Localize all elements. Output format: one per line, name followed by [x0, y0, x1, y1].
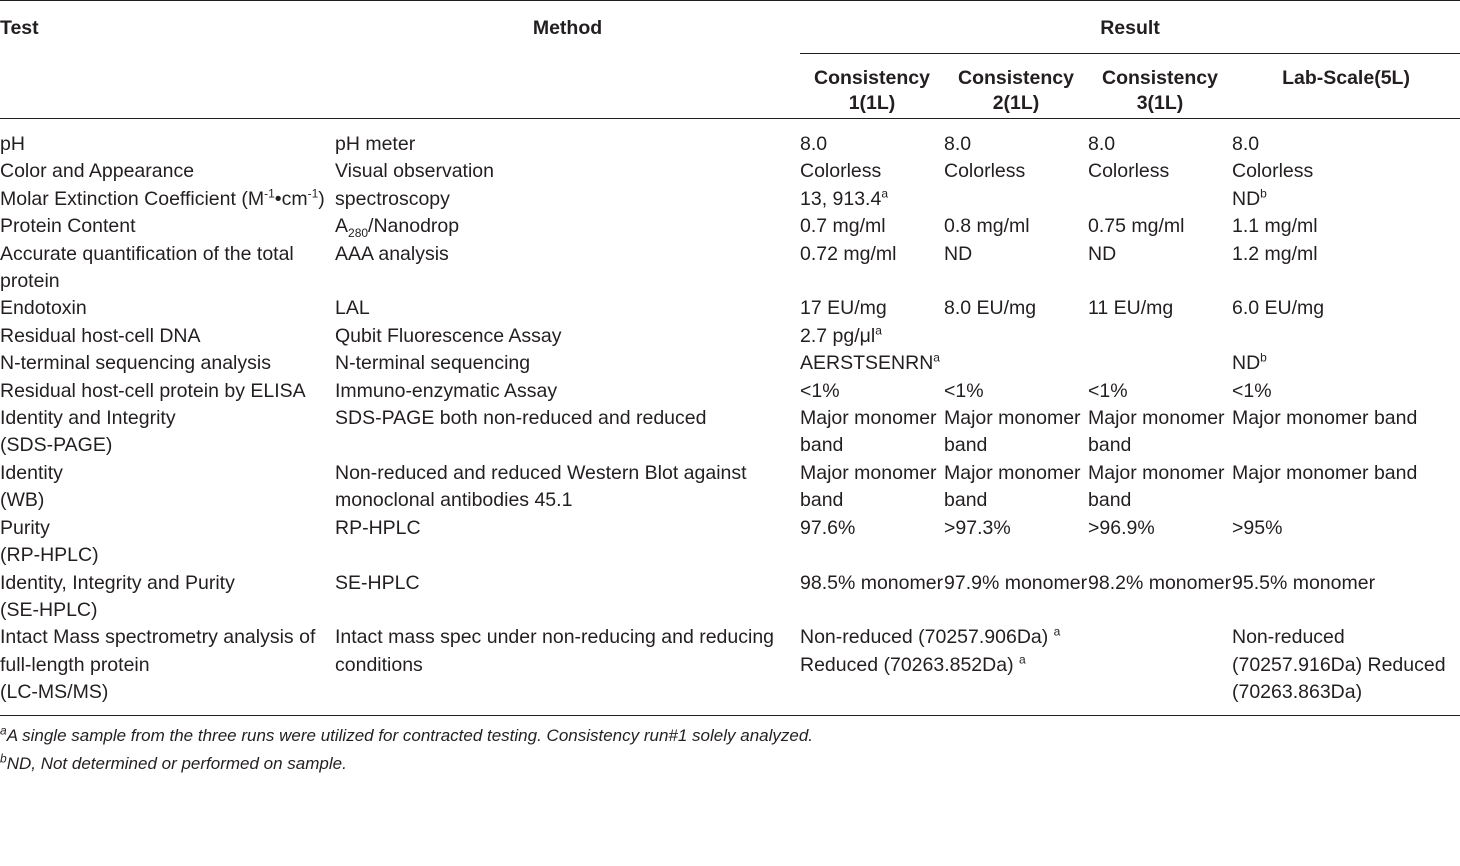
- cell-method: [335, 213, 800, 240]
- superscript: b: [1260, 350, 1267, 365]
- cell-text: AERSTSENRN: [800, 352, 934, 375]
- cell-test: Protein Content: [0, 215, 136, 238]
- cell-method: Qubit Fluorescence Assay: [335, 324, 562, 347]
- cell-value: 8.0: [800, 133, 828, 155]
- cell-value: Major monomer band: [944, 461, 1081, 512]
- cell-text: (SE-HPLC): [0, 598, 98, 621]
- cell-method: Non-reduced and reduced Western Blot against monoclonal antibodies 45.1: [335, 461, 747, 512]
- cell-method: Visual observation: [335, 160, 494, 183]
- footnote-text: ND, Not determined or performed on sample.: [6, 753, 347, 773]
- cell-method: LAL: [335, 297, 370, 320]
- cell-test: Color and Appearance: [0, 160, 195, 183]
- footnote-mark: a: [0, 722, 7, 737]
- cell-value: Major monomer band: [800, 461, 937, 512]
- cell-text: Identity and Integrity: [0, 407, 176, 430]
- superscript: a: [933, 350, 940, 365]
- cell-value: 98.2% monomer: [1088, 571, 1232, 594]
- cell-value: 11 EU/mg: [1088, 297, 1174, 320]
- cell-value: <1%: [1088, 379, 1128, 402]
- header-test-spacer: [0, 54, 335, 119]
- cell-value: 6.0 EU/mg: [1232, 297, 1325, 320]
- cell-method: RP-HPLC: [335, 516, 421, 539]
- cell-test: [0, 570, 335, 625]
- table-row: [0, 460, 1460, 515]
- cell-value: >97.3%: [944, 516, 1011, 539]
- header-method: Method: [532, 16, 603, 39]
- cell-value: [1232, 323, 1460, 350]
- header-consistency-1: Consistency 1(1L): [800, 54, 944, 119]
- cell-test: Accurate quantification of the total protein: [0, 242, 294, 293]
- cell-test: [0, 460, 335, 515]
- table-row: [0, 405, 1460, 460]
- cell-value: [800, 323, 944, 350]
- cell-test: [0, 624, 335, 715]
- cell-test: Residual host-cell protein by ELISA: [0, 379, 306, 402]
- cell-method: Intact mass spec under non-reducing and reducing conditions: [335, 624, 800, 715]
- table-row: [0, 350, 1460, 377]
- cell-test: Residual host-cell DNA: [0, 324, 201, 347]
- superscript: a: [881, 186, 889, 201]
- superscript: -1: [307, 186, 319, 201]
- cell-value: Non-reduced (70257.916Da) Reduced (70263.863Da): [1232, 624, 1460, 715]
- cell-text: Identity: [0, 461, 63, 484]
- table-row: [0, 570, 1460, 625]
- cell-value: 98.5% monomer: [800, 571, 944, 594]
- cell-test: pH: [0, 133, 25, 155]
- header-method-spacer: [335, 54, 800, 119]
- cell-method: Immuno-enzymatic Assay: [335, 379, 558, 402]
- cell-value: >96.9%: [1088, 516, 1155, 539]
- table-row: [0, 158, 1460, 185]
- cell-value: 8.0: [944, 133, 972, 155]
- cell-value: Major monomer band: [1232, 407, 1418, 430]
- cell-text: •cm: [274, 187, 308, 210]
- superscript: b: [1260, 186, 1267, 201]
- header-result: Result: [800, 1, 1460, 54]
- cell-text: ): [318, 187, 325, 210]
- table-row: [0, 624, 1460, 715]
- cell-text: Identity, Integrity and Purity: [0, 571, 235, 594]
- cell-value: 1.1 mg/ml: [1232, 215, 1318, 238]
- cell-value: Colorless: [1088, 160, 1170, 183]
- superscript: a: [1019, 652, 1026, 667]
- footnotes: [0, 716, 1460, 778]
- header-lab-scale: Lab-Scale(5L): [1232, 54, 1460, 119]
- subscript: 280: [348, 226, 369, 241]
- cell-value: [1232, 350, 1460, 377]
- footnote-b: [0, 750, 1460, 778]
- cell-text: (RP-HPLC): [0, 544, 99, 567]
- cell-value: [800, 350, 944, 377]
- cell-text: Molar Extinction Coefficient (M: [0, 187, 265, 210]
- cell-value: [1232, 186, 1460, 213]
- cell-value: ND: [1088, 242, 1117, 265]
- table-row: [0, 515, 1460, 570]
- superscript: a: [1053, 624, 1061, 639]
- cell-text: (WB): [0, 489, 45, 512]
- cell-value: Colorless: [1232, 160, 1314, 183]
- cell-value: 95.5% monomer: [1232, 571, 1376, 594]
- cell-value: 97.9% monomer: [944, 571, 1088, 594]
- cell-value: [944, 350, 1088, 377]
- cell-text: Intact Mass spectrometry analysis of full-length protein: [0, 626, 316, 676]
- cell-method: AAA analysis: [335, 242, 449, 265]
- footnote-text: A single sample from the three runs were utilized for contracted testing. Consistency run#1 solely analyzed.: [6, 725, 814, 745]
- cell-text: (SDS-PAGE): [0, 434, 113, 457]
- cell-value: Colorless: [800, 160, 882, 183]
- cell-text: (LC-MS/MS): [0, 681, 109, 704]
- cell-value: 0.75 mg/ml: [1088, 215, 1185, 238]
- header-consistency-2: Consistency 2(1L): [944, 54, 1088, 119]
- table-row: [0, 213, 1460, 240]
- table-row: [0, 186, 1460, 213]
- cell-value: [1088, 350, 1232, 377]
- footnote-a: [0, 722, 1460, 750]
- cell-text: Non-reduced (70257.906Da): [800, 626, 1049, 649]
- cell-value: >95%: [1232, 516, 1283, 539]
- cell-value: 8.0: [1232, 133, 1260, 155]
- footnote-mark: b: [0, 750, 7, 765]
- cell-test: [0, 405, 335, 460]
- cell-value: <1%: [944, 379, 984, 402]
- cell-value: 0.8 mg/ml: [944, 215, 1030, 238]
- cell-test: Endotoxin: [0, 297, 87, 320]
- cell-value: 17 EU/mg: [800, 297, 887, 320]
- cell-test: [0, 186, 335, 213]
- cell-value: Major monomer band: [944, 407, 1081, 457]
- table-row: [0, 323, 1460, 350]
- cell-value: ND: [944, 242, 973, 265]
- cell-text: ND: [1232, 352, 1261, 375]
- table-row: [0, 295, 1460, 322]
- header-test: Test: [0, 16, 39, 39]
- cell-value: <1%: [1232, 379, 1272, 402]
- cell-text: ND: [1232, 187, 1261, 210]
- cell-value: 8.0 EU/mg: [944, 297, 1037, 320]
- cell-value: 1.2 mg/ml: [1232, 242, 1318, 265]
- cell-value: Major monomer band: [1088, 407, 1225, 457]
- cell-text: 2.7 pg/μl: [800, 324, 876, 347]
- cell-text: Purity: [0, 516, 50, 539]
- cell-text: A: [335, 215, 349, 238]
- cell-value: [944, 323, 1088, 350]
- header-consistency-3: Consistency 3(1L): [1088, 54, 1232, 119]
- cell-method: pH meter: [335, 133, 416, 155]
- cell-test: [0, 515, 335, 570]
- cell-method: N-terminal sequencing: [335, 352, 531, 375]
- cell-value: <1%: [800, 379, 840, 402]
- cell-text: /Nanodrop: [368, 215, 460, 238]
- table-row: [0, 378, 1460, 405]
- cell-value: [800, 186, 944, 213]
- cell-text: 13, 913.4: [800, 187, 882, 210]
- superscript: -1: [264, 186, 275, 201]
- cell-value: Colorless: [944, 160, 1026, 183]
- cell-value: Major monomer band: [1088, 461, 1225, 512]
- cell-value: Major monomer band: [800, 407, 937, 457]
- cell-value: [1088, 186, 1232, 213]
- cell-value: 97.6%: [800, 516, 856, 539]
- cell-method: SE-HPLC: [335, 571, 420, 594]
- cell-value: 0.7 mg/ml: [800, 215, 886, 238]
- cell-value: Major monomer band: [1232, 461, 1418, 484]
- table-row: [0, 119, 1460, 159]
- cell-value: 0.72 mg/ml: [800, 242, 897, 265]
- cell-value: 8.0: [1088, 133, 1116, 155]
- table-row: [0, 241, 1460, 296]
- cell-text: Reduced (70263.852Da): [800, 653, 1014, 676]
- cell-method: spectroscopy: [335, 187, 450, 210]
- cell-value: [800, 624, 1232, 715]
- superscript: a: [875, 323, 882, 338]
- cell-value: [1088, 323, 1232, 350]
- cell-method: SDS-PAGE both non-reduced and reduced: [335, 407, 707, 430]
- cell-value: [944, 186, 1088, 213]
- cell-test: N-terminal sequencing analysis: [0, 352, 271, 375]
